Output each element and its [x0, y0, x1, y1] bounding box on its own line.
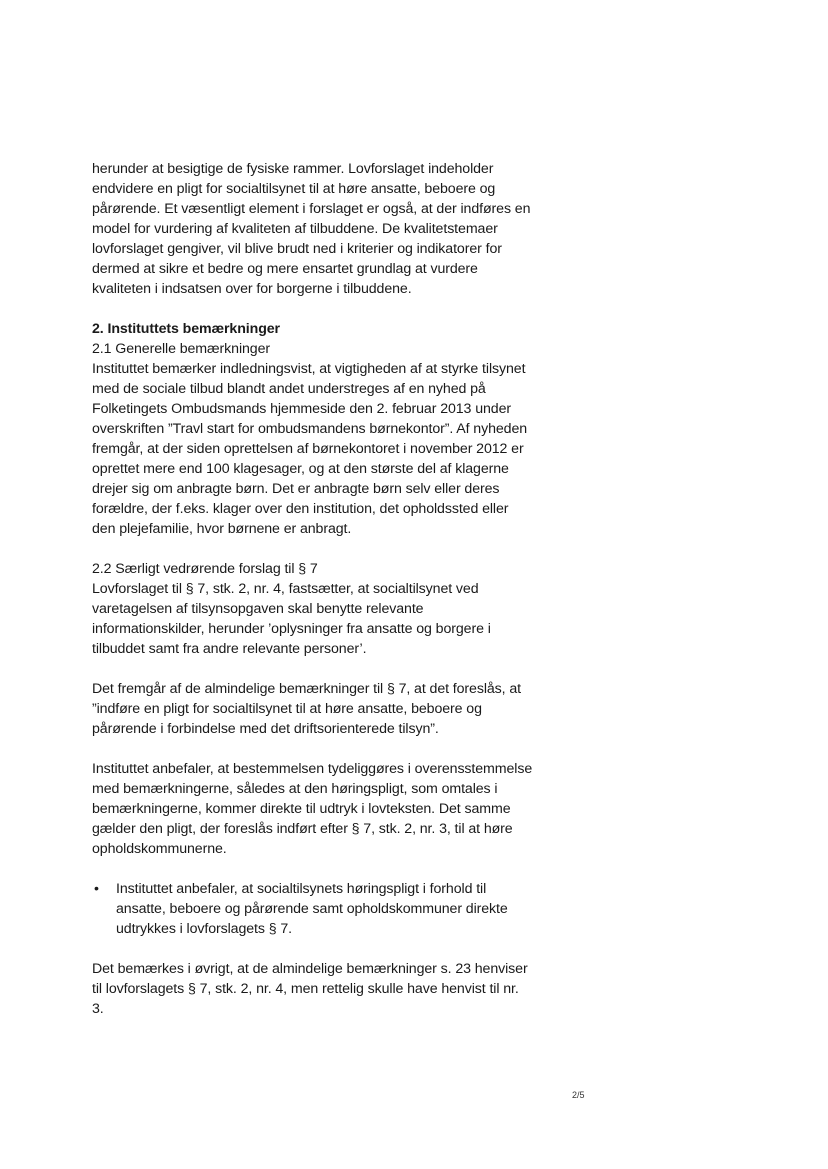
text-line: ansatte, beboere og pårørende samt opholdskommuner direkte — [116, 901, 508, 917]
text-line: fremgår, at der siden oprettelsen af børnekontoret i november 2012 er — [92, 441, 524, 457]
text-line: pårørende. Et væsentligt element i forslaget er også, at der indføres en — [92, 201, 531, 217]
paragraph-spacer — [92, 859, 572, 879]
text-line: dermed at sikre et bedre og mere ensartet grundlag at vurdere — [92, 261, 478, 277]
text-line: Folketingets Ombudsmands hjemmeside den 2. februar 2013 under — [92, 401, 511, 417]
text-line: Instituttet bemærker indledningsvist, at vigtigheden af at styrke tilsynet — [92, 361, 526, 377]
text-line: ”indføre en pligt for socialtilsynet til at høre ansatte, beboere og — [92, 701, 482, 717]
bullet-icon: • — [94, 881, 99, 897]
general-remarks-paragraph — [92, 679, 572, 739]
document-body — [92, 159, 572, 1019]
text-line: informationskilder, herunder ’oplysninger fra ansatte og borgere i — [92, 621, 491, 637]
text-line: kvaliteten i indsatsen over for borgerne i tilbuddene. — [92, 281, 412, 297]
paragraph-spacer — [92, 659, 572, 679]
text-line: forældre, der f.eks. klager over den institution, det opholdssted eller — [92, 501, 509, 517]
text-line: lovforslaget gengiver, vil blive brudt ned i kriterier og indikatorer for — [92, 241, 502, 257]
subsection-heading-2-1: 2.1 Generelle bemærkninger — [92, 341, 270, 357]
section-2-2-paragraph — [92, 579, 572, 659]
section-2-1-paragraph — [92, 359, 572, 539]
subsection-heading-2-2: 2.2 Særligt vedrørende forslag til § 7 — [92, 561, 318, 577]
text-line: Det fremgår af de almindelige bemærkninger til § 7, at det foreslås, at — [92, 681, 521, 697]
text-line: Det bemærkes i øvrigt, at de almindelige bemærkninger s. 23 henviser — [92, 961, 528, 977]
text-line: drejer sig om anbragte børn. Det er anbragte børn selv eller deres — [92, 481, 500, 497]
text-line: tilbuddet samt fra andre relevante personer’. — [92, 641, 367, 657]
text-line: oprettet mere end 100 klagesager, og at den største del af klagerne — [92, 461, 509, 477]
text-line: opholdskommunerne. — [92, 841, 227, 857]
paragraph-spacer — [92, 939, 572, 959]
text-line: den plejefamilie, hvor børnene er anbragt. — [92, 521, 352, 537]
paragraph-spacer — [92, 739, 572, 759]
text-line: gælder den pligt, der foreslås indført efter § 7, stk. 2, nr. 3, til at høre — [92, 821, 513, 837]
text-line: Instituttet anbefaler, at bestemmelsen tydeliggøres i overensstemmelse — [92, 761, 533, 777]
text-line: Lovforslaget til § 7, stk. 2, nr. 4, fastsætter, at socialtilsynet ved — [92, 581, 479, 597]
text-line: pårørende i forbindelse med det driftsorienterede tilsyn”. — [92, 721, 439, 737]
text-line: bemærkningerne, kommer direkte til udtryk i lovteksten. Det samme — [92, 801, 511, 817]
page-number: 2/5 — [572, 1090, 585, 1100]
paragraph-spacer — [92, 539, 572, 559]
intro-paragraph — [92, 159, 572, 299]
text-line: med de sociale tilbud blandt andet understreges af en nyhed på — [92, 381, 486, 397]
closing-paragraph — [92, 959, 572, 1019]
text-line: herunder at besigtige de fysiske rammer. Lovforslaget indeholder — [92, 161, 494, 177]
recommendation-paragraph — [92, 759, 572, 859]
recommendation-bullet — [92, 879, 572, 939]
text-line: Instituttet anbefaler, at socialtilsynets høringspligt i forhold til — [116, 881, 487, 897]
text-line: til lovforslagets § 7, stk. 2, nr. 4, men rettelig skulle have henvist til nr. — [92, 981, 519, 997]
text-line: endvidere en pligt for socialtilsynet til at høre ansatte, beboere og — [92, 181, 496, 197]
text-line: 3. — [92, 1001, 104, 1017]
paragraph-spacer — [92, 299, 572, 319]
section-heading-2: 2. Instituttets bemærkninger — [92, 321, 280, 337]
text-line: udtrykkes i lovforslagets § 7. — [116, 921, 292, 937]
text-line: med bemærkningerne, således at den høringspligt, som omtales i — [92, 781, 498, 797]
text-line: overskriften ”Travl start for ombudsmandens børnekontor”. Af nyheden — [92, 421, 528, 437]
bullet-text — [116, 879, 572, 939]
text-line: model for vurdering af kvaliteten af tilbuddene. De kvalitetstemaer — [92, 221, 498, 237]
text-line: varetagelsen af tilsynsopgaven skal benytte relevante — [92, 601, 424, 617]
